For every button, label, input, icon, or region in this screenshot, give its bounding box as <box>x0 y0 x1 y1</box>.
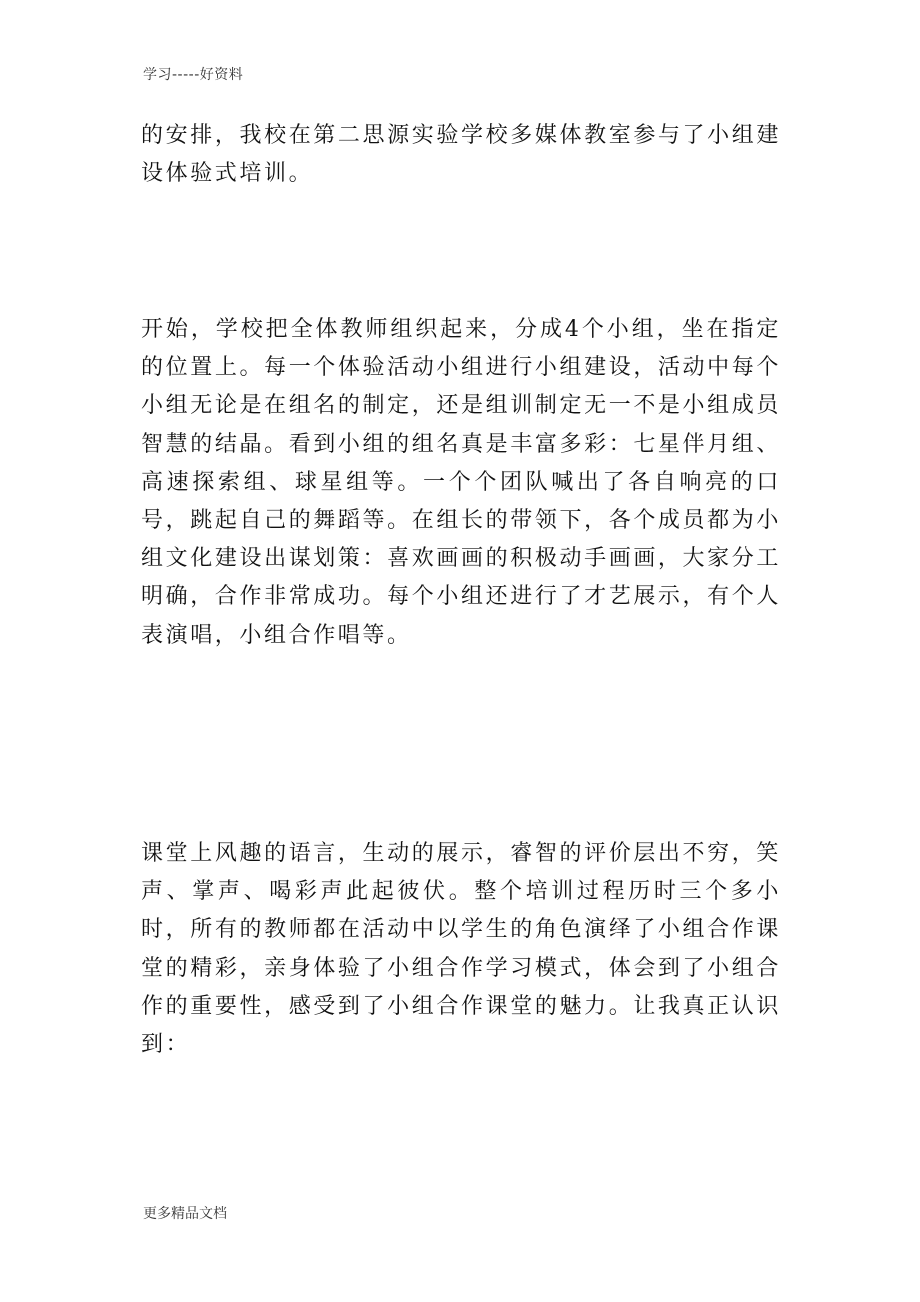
page-header: 学习-----好资料 <box>143 67 244 83</box>
page-footer: 更多精品文档 <box>143 1206 227 1222</box>
paragraph-2: 开始，学校把全体教师组织起来，分成4个小组，坐在指定的位置上。每一个体验活动小组进行小组建设，活动中每个小组无论是在组名的制定，还是组训制定无一不是小组成员智慧的结晶。看到小组的组名真是丰富多彩：七星伴月组、高速探索组、球星组等。一个个团队喊出了各自响亮的口号，跳起自己的舞蹈等。在组长的带领下，各个成员都为小组文化建设出谋划策：喜欢画画的积极动手画画，大家分工明确，合作非常成功。每个小组还进行了才艺展示，有个人表演唱，小组合作唱等。 <box>141 317 781 648</box>
paragraph-3: 课堂上风趣的语言，生动的展示，睿智的评价层出不穷，笑声、掌声、喝彩声此起彼伏。整个培训过程历时三个多小时，所有的教师都在活动中以学生的角色演绎了小组合作课堂的精彩，亲身体验了小组合作学习模式，体会到了小组合作的重要性，感受到了小组合作课堂的魅力。让我真正认识到： <box>141 841 781 1058</box>
paragraph-1: 的安排，我校在第二思源实验学校多媒体教室参与了小组建设体验式培训。 <box>141 123 781 187</box>
